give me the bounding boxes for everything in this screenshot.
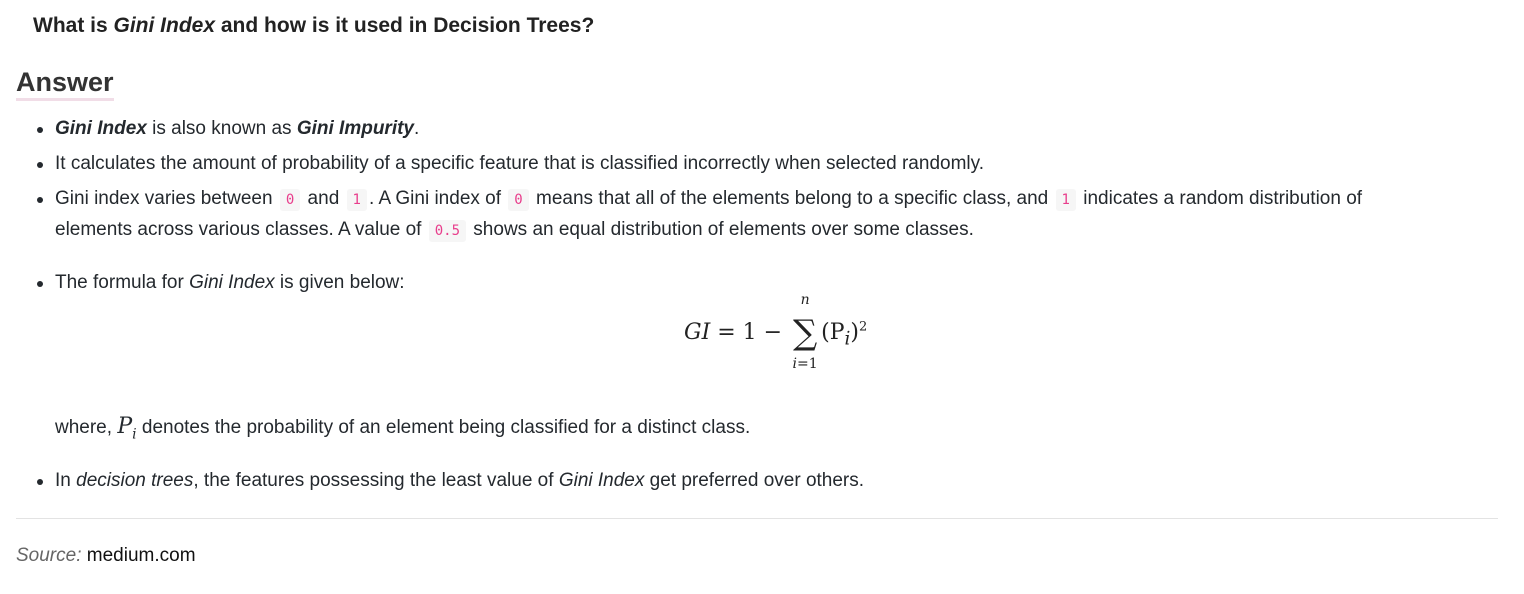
bullet-text: means that all of the elements belong to a specific class, and <box>530 188 1054 209</box>
bullet-text: , the features possessing the least value of <box>193 470 559 491</box>
code-half: 0.5 <box>429 220 466 242</box>
term-gini-index: Gini Index <box>189 272 275 293</box>
p-i-variable <box>117 414 137 443</box>
where-text: denotes the probability of an element being classified for a distinct class. <box>136 417 751 438</box>
question-prefix: What is <box>33 14 114 37</box>
bullet-text: . <box>414 118 420 139</box>
answer-heading: Answer <box>16 66 114 101</box>
answer-bullet-list-2 <box>0 466 1524 496</box>
formula-body-p: (P <box>821 320 845 345</box>
answer-bullet-list <box>0 114 1524 298</box>
sum-lower-limit <box>785 356 825 372</box>
bullet-text: The formula for <box>55 272 190 293</box>
formula-body-close: ) <box>850 320 859 345</box>
formula-eq: = 1 − <box>710 320 790 345</box>
summation-symbol <box>789 292 821 372</box>
code-zero: 0 <box>508 189 528 211</box>
bullet-text: get preferred over others. <box>644 470 865 491</box>
p-var: P <box>117 414 133 439</box>
source-line <box>16 545 196 567</box>
bullet-text: . A Gini index of <box>368 188 507 209</box>
term-gini-index: Gini Index <box>558 470 645 491</box>
bullet-text: is given below: <box>274 272 405 293</box>
where-text: where, <box>55 417 118 438</box>
formula-body <box>821 319 868 350</box>
bullet-text: shows an equal distribution of elements over some classes. <box>468 219 974 240</box>
bullet-range <box>0 184 1524 246</box>
formula-explanation <box>55 412 750 449</box>
term-decision-trees: decision trees <box>76 470 194 491</box>
bullet-text: is also known as <box>146 118 297 139</box>
question-title <box>33 14 594 38</box>
p-sub: i <box>132 426 137 443</box>
bullet-text: In <box>55 470 77 491</box>
code-zero: 0 <box>280 189 300 211</box>
formula-exponent: 2 <box>858 319 868 335</box>
formula-lhs: GI <box>684 320 711 345</box>
bullet-probability <box>0 149 1524 179</box>
bullet-text: and <box>302 188 345 209</box>
sum-start: =1 <box>797 356 818 372</box>
formula-body-sub: i <box>844 328 851 350</box>
question-suffix: and how is it used in Decision Trees? <box>215 14 595 37</box>
gini-formula <box>684 292 868 372</box>
source-link[interactable]: medium.com <box>86 545 196 566</box>
bullet-gini-alias <box>0 114 1524 144</box>
question-term: Gini Index <box>113 14 216 37</box>
bullet-text: Gini index varies between <box>55 188 278 209</box>
term-gini-impurity: Gini Impurity <box>296 118 415 139</box>
bullet-text: It calculates the amount of probability of a specific feature that is classified incorrectly when selected randomly. <box>55 153 984 174</box>
bullet-text: indicates a random distribution of elements across various classes. A value of <box>55 188 1363 240</box>
term-gini-index: Gini Index <box>55 118 147 139</box>
bullet-formula-intro <box>0 268 1524 298</box>
sigma-glyph: ∑ <box>792 313 818 353</box>
divider <box>16 518 1498 519</box>
source-label: Source: <box>16 545 82 566</box>
bullet-decision-trees <box>0 466 1524 496</box>
code-one: 1 <box>1056 189 1076 211</box>
sum-upper-limit: n <box>800 292 810 308</box>
sum-index: i <box>792 356 798 372</box>
code-one: 1 <box>347 189 367 211</box>
